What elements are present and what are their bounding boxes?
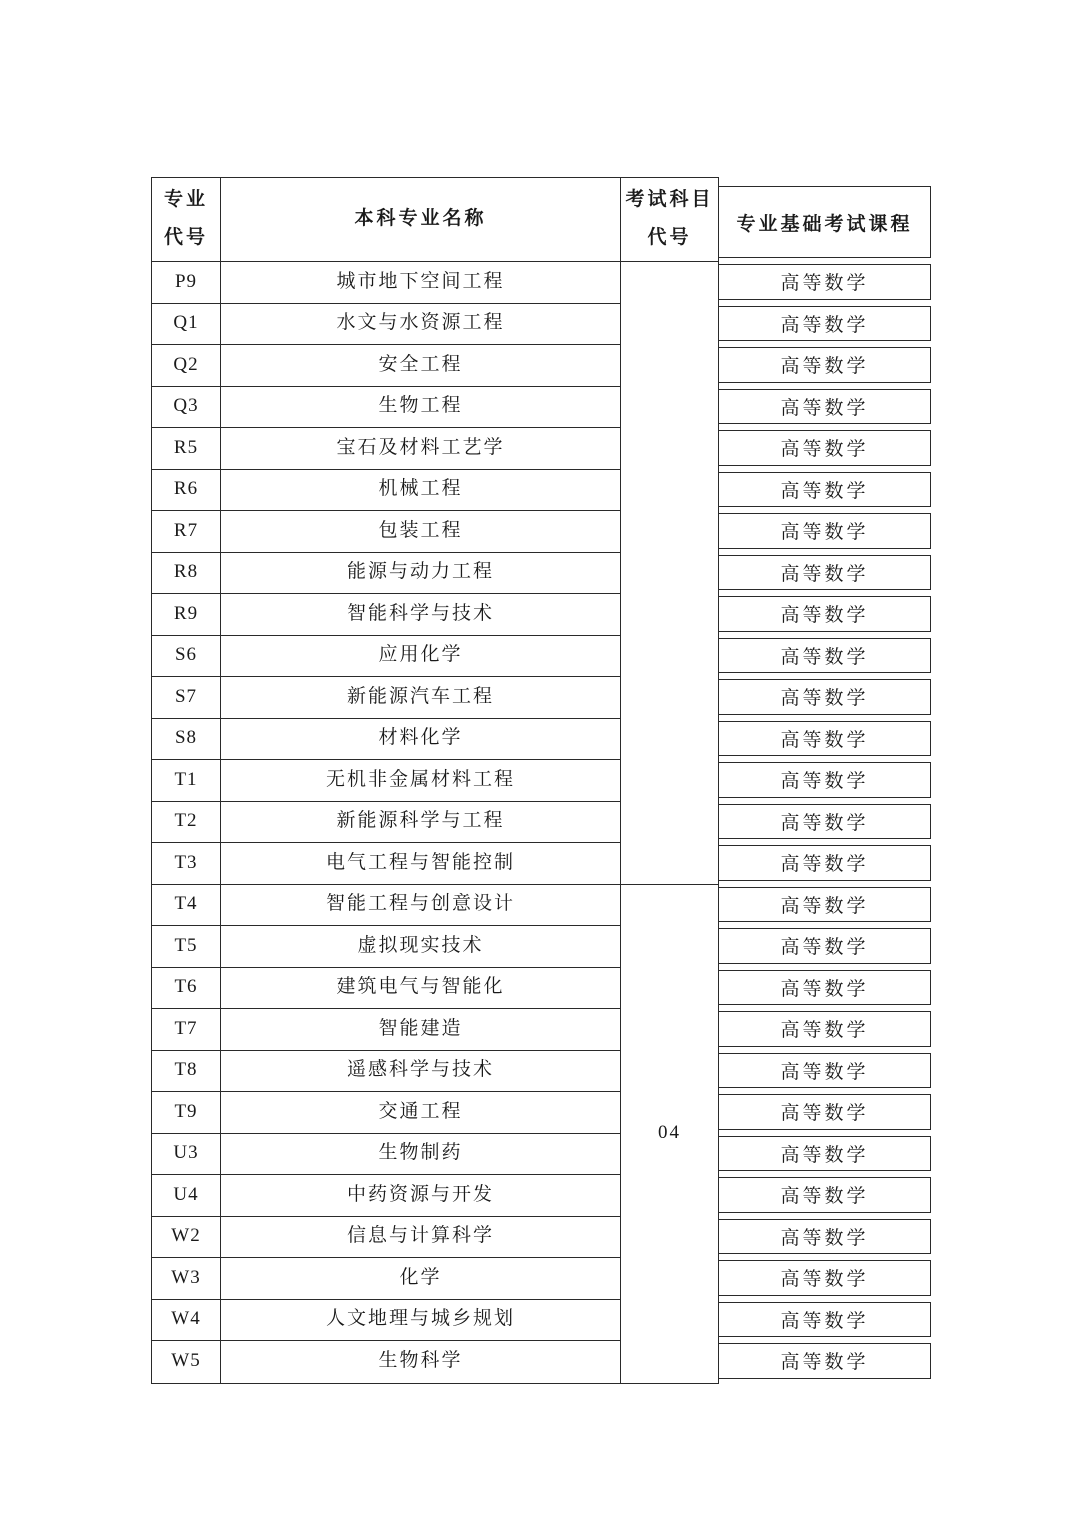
major-code-cell: R6 [152, 470, 221, 512]
exam-course-cell: 高等数学 [719, 970, 931, 1006]
major-code-cell: T1 [152, 760, 221, 802]
major-code-cell: S7 [152, 677, 221, 719]
major-name-cell: 遥感科学与技术 [221, 1051, 621, 1093]
exam-course-cell: 高等数学 [719, 596, 931, 632]
major-code-cell: W5 [152, 1341, 221, 1383]
exam-course-cell: 高等数学 [719, 306, 931, 342]
major-name-cell: 安全工程 [221, 345, 621, 387]
exam-course-column [719, 177, 931, 1382]
major-exam-subject-table [151, 177, 931, 1384]
major-name-cell: 应用化学 [221, 636, 621, 678]
major-code-cell: T2 [152, 802, 221, 844]
exam-course-cell: 高等数学 [719, 513, 931, 549]
major-code-cell: U4 [152, 1175, 221, 1217]
major-code-cell: T6 [152, 968, 221, 1010]
header-exam-subject-code-line1: 考试科目 [625, 189, 714, 211]
exam-course-cell: 高等数学 [719, 887, 931, 923]
major-code-cell: Q1 [152, 304, 221, 346]
major-code-cell: T7 [152, 1009, 221, 1051]
major-name-cell: 生物工程 [221, 387, 621, 429]
major-code-cell: Q3 [152, 387, 221, 429]
major-code-cell: R5 [152, 428, 221, 470]
major-code-cell: T8 [152, 1051, 221, 1093]
exam-course-cell: 高等数学 [719, 389, 931, 425]
major-name-cell: 交通工程 [221, 1092, 621, 1134]
exam-course-cell: 高等数学 [719, 430, 931, 466]
major-code-cell: U3 [152, 1134, 221, 1176]
major-name-cell: 无机非金属材料工程 [221, 760, 621, 802]
exam-subject-code-group2-cell: 04 [658, 1122, 681, 1144]
major-name-cell: 包装工程 [221, 511, 621, 553]
major-code-cell: Q2 [152, 345, 221, 387]
exam-course-cell: 高等数学 [719, 1177, 931, 1213]
major-code-cell: S6 [152, 636, 221, 678]
major-name-cell: 智能建造 [221, 1009, 621, 1051]
major-name-cell: 新能源汽车工程 [221, 677, 621, 719]
major-name-cell: 生物科学 [221, 1341, 621, 1383]
exam-course-cell: 高等数学 [719, 1136, 931, 1172]
major-name-cell: 能源与动力工程 [221, 553, 621, 595]
exam-subject-code-group1-cell [621, 262, 718, 885]
exam-course-cell: 高等数学 [719, 679, 931, 715]
major-code-cell: R9 [152, 594, 221, 636]
major-code-cell: T5 [152, 926, 221, 968]
exam-course-cell: 高等数学 [719, 1260, 931, 1296]
table-main-grid [151, 177, 719, 1384]
major-name-cell: 信息与计算科学 [221, 1217, 621, 1259]
major-code-cell: P9 [152, 262, 221, 304]
exam-course-cell: 高等数学 [719, 1053, 931, 1089]
major-name-cell: 生物制药 [221, 1134, 621, 1176]
exam-course-cell: 高等数学 [719, 1011, 931, 1047]
major-code-cell: W2 [152, 1217, 221, 1259]
major-name-cell: 虚拟现实技术 [221, 926, 621, 968]
major-name-cell: 智能工程与创意设计 [221, 885, 621, 927]
major-name-cell: 水文与水资源工程 [221, 304, 621, 346]
major-name-cell: 材料化学 [221, 719, 621, 761]
exam-course-cell: 高等数学 [719, 804, 931, 840]
major-code-cell: W4 [152, 1300, 221, 1342]
major-name-cell: 建筑电气与智能化 [221, 968, 621, 1010]
major-code-cell: T9 [152, 1092, 221, 1134]
exam-course-cell: 高等数学 [719, 762, 931, 798]
major-name-cell: 中药资源与开发 [221, 1175, 621, 1217]
header-cell-exam-subject-code [621, 178, 718, 262]
major-name-cell: 人文地理与城乡规划 [221, 1300, 621, 1342]
major-code-cell: W3 [152, 1258, 221, 1300]
exam-course-cell: 高等数学 [719, 638, 931, 674]
header-cell-exam-course: 专业基础考试课程 [719, 186, 931, 258]
header-exam-subject-code-line2: 代号 [647, 227, 692, 248]
exam-course-cell: 高等数学 [719, 1094, 931, 1130]
major-code-cell: T3 [152, 843, 221, 885]
major-code-cell: T4 [152, 885, 221, 927]
header-major-code-line2: 代号 [163, 227, 208, 248]
major-name-cell: 机械工程 [221, 470, 621, 512]
exam-course-cell: 高等数学 [719, 721, 931, 757]
exam-course-cell: 高等数学 [719, 264, 931, 300]
header-cell-major-code [152, 178, 221, 262]
header-major-code-line1: 专业 [163, 189, 208, 211]
header-cell-major-name: 本科专业名称 [221, 178, 621, 262]
exam-course-cell: 高等数学 [719, 472, 931, 508]
major-name-cell: 智能科学与技术 [221, 594, 621, 636]
exam-course-cell: 高等数学 [719, 555, 931, 591]
exam-course-cell: 高等数学 [719, 1302, 931, 1338]
major-name-cell: 化学 [221, 1258, 621, 1300]
major-code-cell: S8 [152, 719, 221, 761]
major-code-cell: R8 [152, 553, 221, 595]
exam-course-cell: 高等数学 [719, 347, 931, 383]
major-name-cell: 电气工程与智能控制 [221, 843, 621, 885]
major-name-cell: 城市地下空间工程 [221, 262, 621, 304]
exam-course-cell: 高等数学 [719, 1343, 931, 1379]
major-code-cell: R7 [152, 511, 221, 553]
exam-course-cell: 高等数学 [719, 845, 931, 881]
exam-course-cell: 高等数学 [719, 1219, 931, 1255]
exam-course-cell: 高等数学 [719, 928, 931, 964]
major-name-cell: 宝石及材料工艺学 [221, 428, 621, 470]
major-name-cell: 新能源科学与工程 [221, 802, 621, 844]
